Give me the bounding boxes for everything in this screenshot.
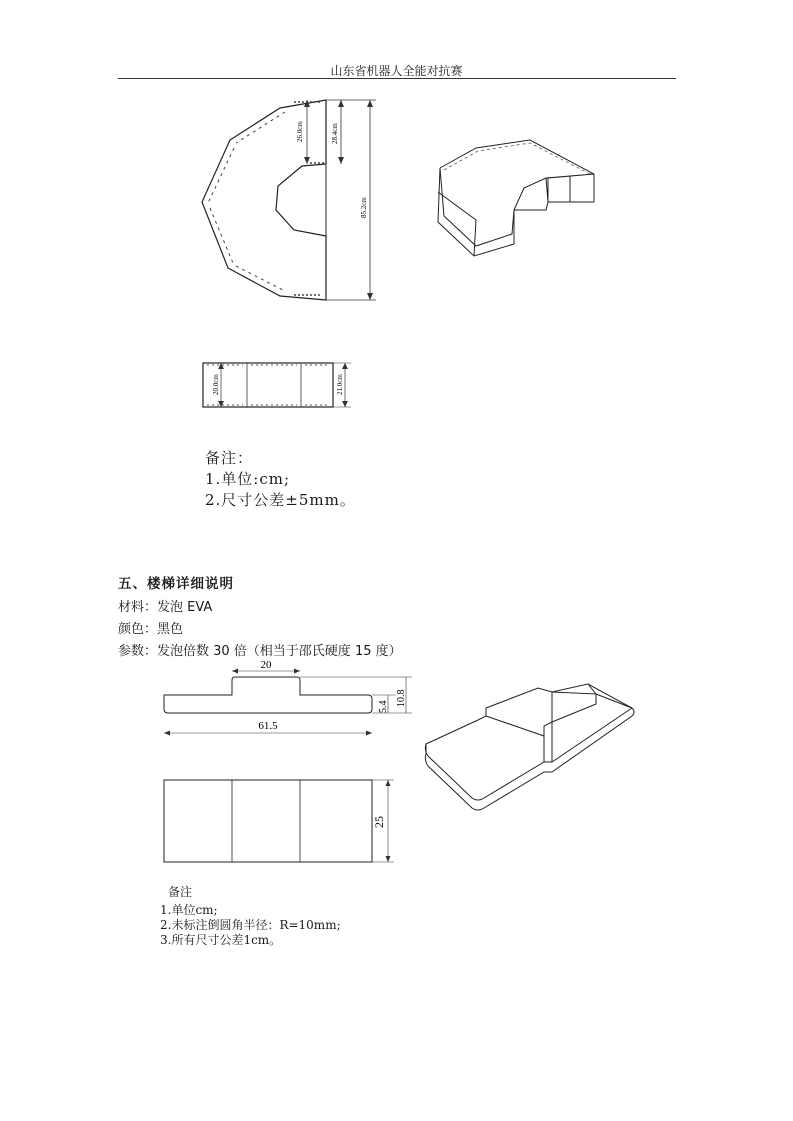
dim-depth: 25: [372, 816, 386, 828]
notes1-block: [205, 448, 356, 511]
c-track-plan-drawing: [190, 90, 400, 310]
c-track-isometric-drawing: [430, 130, 600, 270]
c-track-side-elevation: [195, 355, 355, 415]
section5-material: 材料：发泡 EVA: [118, 600, 213, 615]
notes2-line1: 1.单位cm;: [160, 903, 218, 917]
section5-params: 参数：发泡倍数 30 倍（相当于邵氏硬度 15 度）: [118, 644, 402, 659]
notes2-line2: 2.未标注倒圆角半径：R=10mm;: [160, 918, 341, 932]
notes1-title: 备注：: [205, 449, 254, 467]
stair-front-elevation: [150, 655, 420, 745]
dim-top-width: 20: [260, 659, 272, 671]
stair-isometric-drawing: [420, 680, 640, 820]
dim-85-2cm: 85.2cm: [360, 197, 368, 218]
notes2-line3: 3.所有尺寸公差1cm。: [160, 933, 282, 947]
notes2-block: [160, 903, 341, 948]
stair-top-view: [150, 772, 400, 872]
dim-total-height: 10.8: [396, 689, 407, 707]
notes1-line1: 1.单位:cm;: [205, 470, 291, 488]
dim-step-height: 5.4: [378, 700, 389, 713]
page-header-title: 山东省机器人全能对抗赛: [330, 64, 463, 78]
notes2-title: 备注: [168, 885, 193, 899]
dim-length: 61.5: [258, 720, 278, 732]
dim-21cm: 21.0cm: [336, 374, 344, 395]
dim-20cm: 20.0cm: [212, 374, 220, 395]
section5-color: 颜色：黑色: [118, 622, 184, 637]
notes1-line2: 2.尺寸公差±5mm。: [205, 491, 356, 509]
dim-26cm: 26.0cm: [296, 121, 304, 142]
section5-heading: 五、楼梯详细说明: [118, 576, 234, 592]
dim-28-4cm: 28.4cm: [331, 123, 339, 144]
header-divider: [118, 78, 676, 79]
